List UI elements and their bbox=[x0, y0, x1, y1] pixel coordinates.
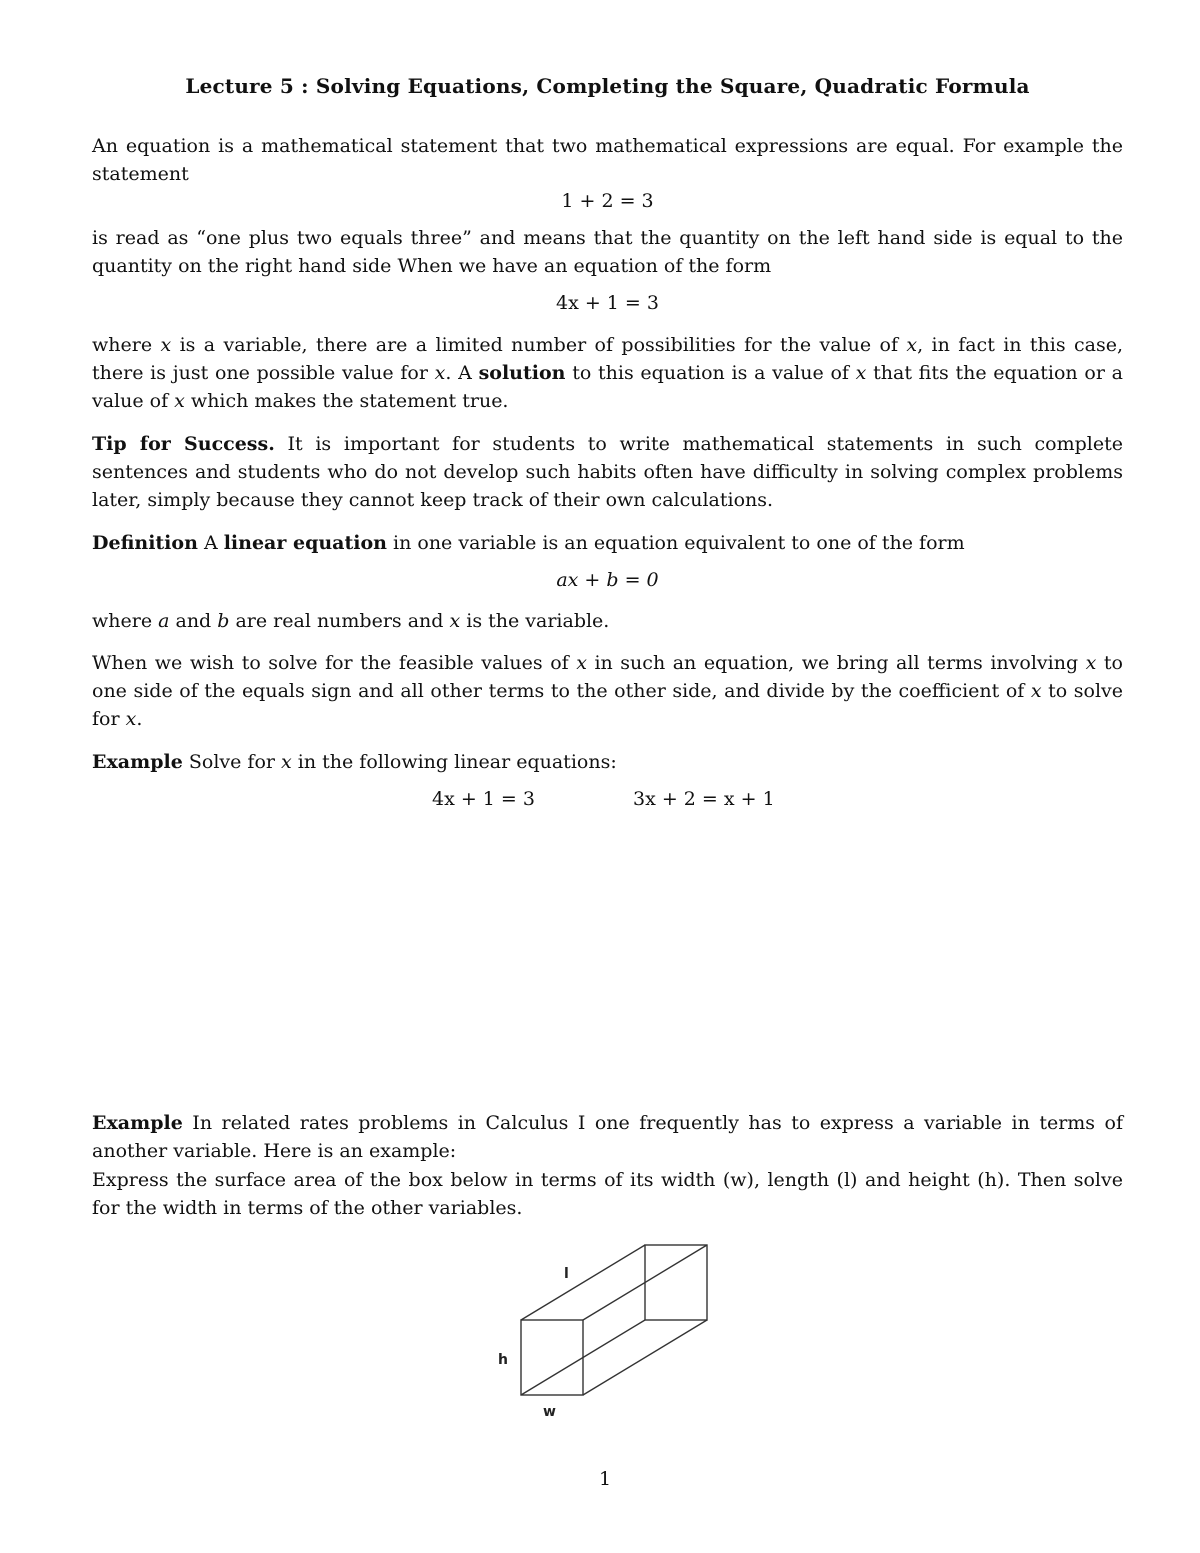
box-back-face bbox=[645, 1245, 707, 1320]
box-problem-paragraph: Express the surface area of the box below in terms of its width (w), length (l) and height (h). Then solve for the width in terms of the other variables. bbox=[92, 1169, 1123, 1219]
tip-heading: Tip for Success. bbox=[92, 433, 275, 455]
intro-paragraph: An equation is a mathematical statement that two mathematical expressions are equal. For example the statement bbox=[92, 135, 1123, 185]
example-heading: Example bbox=[92, 1112, 183, 1134]
equation-4x-plus-1: 4x + 1 = 3 bbox=[556, 292, 659, 314]
box-bottom-right-edge bbox=[583, 1320, 707, 1395]
example-equation-right: 3x + 2 = x + 1 bbox=[633, 788, 775, 810]
label-width: w bbox=[543, 1404, 556, 1420]
example-heading: Example bbox=[92, 751, 183, 773]
equation-ax-plus-b: ax + b = 0 bbox=[556, 569, 659, 591]
page-number: 1 bbox=[598, 1468, 612, 1490]
solution-paragraph: where x is a variable, there are a limited number of possibilities for the value of x, in fact in this case, there is just one possible value for x. A solution to this equation is a value of x that fits the equation or a value of x which makes the statement true. bbox=[92, 334, 1123, 412]
example-equation-left: 4x + 1 = 3 bbox=[432, 788, 535, 810]
lecture-title: Lecture 5 : Solving Equations, Completing the Square, Quadratic Formula bbox=[185, 74, 1030, 98]
example-one-paragraph: Example Solve for x in the following linear equations: bbox=[92, 751, 617, 773]
equation-one-plus-two: 1 + 2 = 3 bbox=[561, 190, 654, 212]
explanation-paragraph: is read as “one plus two equals three” and means that the quantity on the left hand side is equal to the quantity on the right hand side When we have an equation of the form bbox=[92, 227, 1123, 277]
linear-equation-term: linear equation bbox=[223, 532, 387, 554]
method-paragraph: When we wish to solve for the feasible values of x in such an equation, we bring all terms involving x to one side of the equals sign and all other terms to the other side, and divide by the coefficient of x to solve for x. bbox=[92, 652, 1123, 730]
label-height: h bbox=[498, 1352, 508, 1368]
example-two-paragraph: Example In related rates problems in Calculus I one frequently has to express a variable in terms of another variable. Here is an example: bbox=[92, 1112, 1123, 1162]
tip-paragraph: Tip for Success. It is important for students to write mathematical statements in such complete sentences and students who do not develop such habits often have difficulty in solving complex problems later, simply because they cannot keep track of their own calculations. bbox=[92, 433, 1123, 511]
label-length: l bbox=[564, 1266, 569, 1282]
definition-paragraph: Definition A linear equation in one variable is an equation equivalent to one of the form bbox=[92, 532, 965, 554]
box-front-face bbox=[521, 1320, 583, 1395]
solution-term: solution bbox=[478, 362, 566, 384]
definition-heading: Definition bbox=[92, 532, 198, 554]
box-top-left-edge bbox=[521, 1245, 645, 1320]
variables-paragraph: where a and b are real numbers and x is the variable. bbox=[92, 610, 610, 632]
